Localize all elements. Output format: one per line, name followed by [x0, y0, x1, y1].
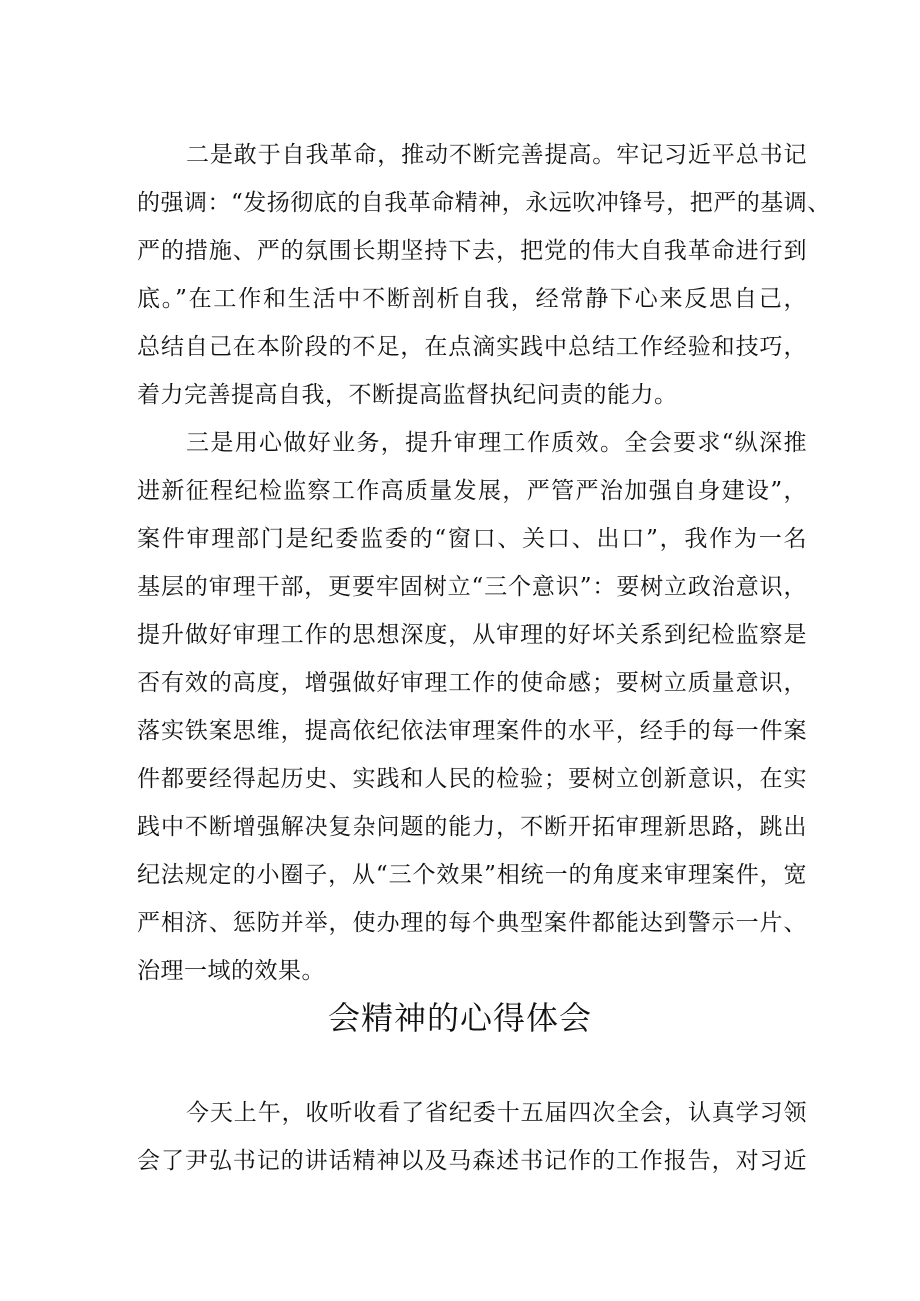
paragraph-three-line: 治理一域的效果。 — [137, 958, 325, 984]
paragraph-intro-line: 会了尹弘书记的讲话精神以及马森述书记作的工作报告，对习近 — [137, 1148, 807, 1174]
paragraph-two-line: 严的措施、严的氛围长期坚持下去，把党的伟大自我革命进行到 — [137, 238, 807, 264]
paragraph-three-line: 提升做好审理工作的思想深度，从审理的好坏关系到纪检监察是 — [137, 622, 807, 648]
paragraph-two-line: 的强调：“发扬彻底的自我革命精神，永远吹冲锋号，把严的基调、 — [137, 190, 831, 216]
paragraph-three-line: 严相济、惩防并举，使办理的每个典型案件都能达到警示一片、 — [137, 910, 807, 936]
paragraph-three-line: 基层的审理干部，更要牢固树立“三个意识”：要树立政治意识， — [137, 574, 807, 600]
paragraph-two-line: 底。”在工作和生活中不断剖析自我，经常静下心来反思自己， — [137, 286, 807, 312]
paragraph-two-line: 总结自己在本阶段的不足，在点滴实践中总结工作经验和技巧， — [137, 334, 807, 360]
paragraph-two-line: 二是敢于自我革命，推动不断完善提高。牢记习近平总书记 — [186, 142, 807, 168]
paragraph-three-line: 践中不断增强解决复杂问题的能力，不断开拓审理新思路，跳出 — [137, 814, 807, 840]
paragraph-three-line: 否有效的高度，增强做好审理工作的使命感；要树立质量意识， — [137, 670, 807, 696]
paragraph-three-line: 案件审理部门是纪委监委的“窗口、关口、出口”，我作为一名 — [137, 526, 807, 552]
paragraph-three-line: 落实铁案思维，提高依纪依法审理案件的水平，经手的每一件案 — [137, 718, 807, 744]
paragraph-intro-line: 今天上午，收听收看了省纪委十五届四次全会，认真学习领 — [186, 1100, 807, 1126]
paragraph-two-line: 着力完善提高自我，不断提高监督执纪问责的能力。 — [137, 382, 678, 408]
section-heading: 会精神的心得体会 — [327, 999, 592, 1037]
paragraph-three-line: 纪法规定的小圈子，从“三个效果”相统一的角度来审理案件，宽 — [137, 862, 807, 888]
paragraph-three-line: 进新征程纪检监察工作高质量发展，严管严治加强自身建设”， — [137, 478, 807, 504]
paragraph-three-line: 三是用心做好业务，提升审理工作质效。全会要求“纵深推 — [186, 430, 807, 456]
paragraph-three-line: 件都要经得起历史、实践和人民的检验；要树立创新意识，在实 — [137, 766, 807, 792]
